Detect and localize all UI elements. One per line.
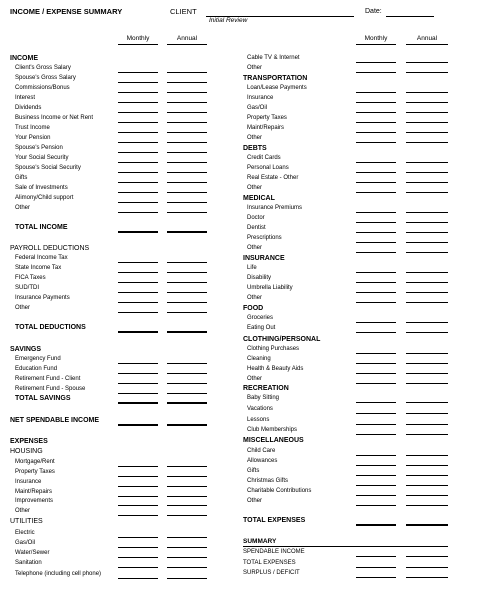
other-annual-field[interactable] (167, 508, 207, 516)
federal-income-tax-annual-field[interactable] (167, 255, 207, 263)
gas-oil-annual-field[interactable] (406, 105, 448, 113)
left-monthly-header-rule (118, 36, 158, 45)
row-label-dentist: Dentist (247, 225, 266, 231)
row-label-insurance: Insurance (247, 95, 274, 101)
date-field[interactable] (386, 8, 434, 17)
state-income-tax-monthly-field[interactable] (118, 265, 158, 273)
emergency-fund-annual-field[interactable] (167, 356, 207, 364)
fica-taxes-monthly-field[interactable] (118, 275, 158, 283)
interest-annual-field[interactable] (167, 95, 207, 103)
row-label-umbrella-liability: Umbrella Liability (247, 285, 293, 291)
doctor-annual-field[interactable] (406, 215, 448, 223)
gas-oil-monthly-field[interactable] (356, 105, 396, 113)
row-label-other: Other (247, 295, 263, 301)
section-label-total-savings: TOTAL SAVINGS (15, 395, 71, 402)
sud-tdi-annual-field[interactable] (167, 285, 207, 293)
other-monthly-field[interactable] (356, 376, 396, 384)
allowances-monthly-field[interactable] (356, 458, 396, 466)
other-monthly-field[interactable] (356, 185, 396, 193)
summary-title-rule (243, 540, 448, 547)
total-income-monthly-field[interactable] (118, 224, 158, 233)
cable-tv-internet-annual-field[interactable] (406, 55, 448, 63)
maint-repairs-monthly-field[interactable] (118, 489, 158, 497)
loan-lease-payments-monthly-field[interactable] (356, 85, 396, 93)
row-label-spouse-s-social-security: Spouse's Social Security (15, 165, 81, 171)
client-s-gross-salary-annual-field[interactable] (167, 65, 207, 73)
federal-income-tax-monthly-field[interactable] (118, 255, 158, 263)
row-label-gifts: Gifts (15, 175, 28, 181)
other-annual-field[interactable] (167, 205, 207, 213)
baby-sitting-annual-field[interactable] (406, 395, 448, 403)
your-pension-monthly-field[interactable] (118, 135, 158, 143)
row-label-personal-loans: Personal Loans (247, 165, 289, 171)
row-label-eating-out: Eating Out (247, 325, 276, 331)
row-label-other: Other (247, 65, 263, 71)
health-beauty-aids-monthly-field[interactable] (356, 366, 396, 374)
telephone-including-cell-phone-annual-field[interactable] (167, 571, 207, 579)
cleaning-monthly-field[interactable] (356, 356, 396, 364)
row-label-your-social-security: Your Social Security (15, 155, 69, 161)
section-label-net-spendable-income: NET SPENDABLE INCOME (10, 417, 100, 424)
credit-cards-monthly-field[interactable] (356, 155, 396, 163)
dividends-monthly-field[interactable] (118, 105, 158, 113)
spouse-s-social-security-annual-field[interactable] (167, 165, 207, 173)
other-monthly-field[interactable] (356, 135, 396, 143)
row-label-property-taxes: Property Taxes (247, 115, 287, 121)
client-s-gross-salary-monthly-field[interactable] (118, 65, 158, 73)
retirement-fund-spouse-monthly-field[interactable] (118, 386, 158, 394)
row-label-prescriptions: Prescriptions (247, 235, 282, 241)
umbrella-liability-monthly-field[interactable] (356, 285, 396, 293)
summary-surplus-monthly[interactable] (356, 570, 396, 578)
row-label-retirement-fund-client: Retirement Fund - Client (15, 376, 81, 382)
club-memberships-annual-field[interactable] (406, 427, 448, 435)
insurance-monthly-field[interactable] (118, 479, 158, 487)
vacations-monthly-field[interactable] (356, 406, 396, 414)
summary-surplus-annual[interactable] (406, 570, 448, 578)
section-label-miscellaneous: MISCELLANEOUS (243, 437, 304, 444)
total-expenses-monthly-field[interactable] (356, 517, 396, 526)
baby-sitting-monthly-field[interactable] (356, 395, 396, 403)
business-income-or-net-rent-monthly-field[interactable] (118, 115, 158, 123)
emergency-fund-monthly-field[interactable] (118, 356, 158, 364)
retirement-fund-spouse-annual-field[interactable] (167, 386, 207, 394)
child-care-annual-field[interactable] (406, 448, 448, 456)
row-label-disability: Disability (247, 275, 272, 281)
gifts-annual-field[interactable] (167, 175, 207, 183)
row-label-improvements: Improvements (15, 498, 54, 504)
insurance-annual-field[interactable] (167, 479, 207, 487)
personal-loans-annual-field[interactable] (406, 165, 448, 173)
net-spendable-income-monthly-field[interactable] (118, 417, 158, 426)
row-label-retirement-fund-spouse: Retirement Fund - Spouse (15, 386, 86, 392)
row-label-life: Life (247, 265, 257, 271)
row-label-loan-lease-payments: Loan/Lease Payments (247, 85, 307, 91)
section-label-utilities: UTILITIES (10, 518, 43, 525)
spouse-s-gross-salary-monthly-field[interactable] (118, 75, 158, 83)
row-label-insurance-payments: Insurance Payments (15, 295, 70, 301)
client-field[interactable] (206, 8, 354, 17)
clothing-purchases-annual-field[interactable] (406, 346, 448, 354)
insurance-monthly-field[interactable] (356, 95, 396, 103)
business-income-or-net-rent-annual-field[interactable] (167, 115, 207, 123)
total-savings-monthly-field[interactable] (118, 395, 158, 404)
client-label: CLIENT (170, 7, 197, 16)
summary-expenses-annual[interactable] (406, 560, 448, 568)
retirement-fund-client-monthly-field[interactable] (118, 376, 158, 384)
other-annual-field[interactable] (406, 185, 448, 193)
row-label-insurance-premiums: Insurance Premiums (247, 205, 303, 211)
row-label-sanitation: Sanitation (15, 560, 42, 566)
other-monthly-field[interactable] (356, 65, 396, 73)
umbrella-liability-annual-field[interactable] (406, 285, 448, 293)
summary-total-expenses: TOTAL EXPENSES (243, 560, 296, 566)
row-label-gas-oil: Gas/Oil (247, 105, 268, 111)
other-monthly-field[interactable] (118, 305, 158, 313)
interest-monthly-field[interactable] (118, 95, 158, 103)
groceries-monthly-field[interactable] (356, 315, 396, 323)
sanitation-monthly-field[interactable] (118, 560, 158, 568)
summary-spendable-annual[interactable] (406, 549, 448, 557)
property-taxes-annual-field[interactable] (406, 115, 448, 123)
doctor-monthly-field[interactable] (356, 215, 396, 223)
other-annual-field[interactable] (406, 295, 448, 303)
row-label-allowances: Allowances (247, 458, 278, 464)
summary-spendable-monthly[interactable] (356, 549, 396, 557)
gifts-annual-field[interactable] (406, 468, 448, 476)
fica-taxes-annual-field[interactable] (167, 275, 207, 283)
row-label-spouse-s-gross-salary: Spouse's Gross Salary (15, 75, 76, 81)
row-label-water-sewer: Water/Sewer (15, 550, 50, 556)
sud-tdi-monthly-field[interactable] (118, 285, 158, 293)
row-label-commissions-bonus: Commissions/Bonus (15, 85, 70, 91)
row-label-real-estate-other: Real Estate - Other (247, 175, 299, 181)
child-care-monthly-field[interactable] (356, 448, 396, 456)
row-label-sud-tdi: SUD/TDI (15, 285, 39, 291)
row-label-maint-repairs: Maint/Repairs (15, 489, 53, 495)
gifts-monthly-field[interactable] (356, 468, 396, 476)
property-taxes-annual-field[interactable] (167, 469, 207, 477)
row-label-insurance: Insurance (15, 479, 42, 485)
row-label-groceries: Groceries (247, 315, 274, 321)
prescriptions-monthly-field[interactable] (356, 235, 396, 243)
life-annual-field[interactable] (406, 265, 448, 273)
row-label-credit-cards: Credit Cards (247, 155, 281, 161)
row-label-other: Other (15, 508, 31, 514)
row-label-your-pension: Your Pension (15, 135, 51, 141)
left-annual-header-rule (167, 36, 207, 45)
alimony-child-support-annual-field[interactable] (167, 195, 207, 203)
sale-of-investments-monthly-field[interactable] (118, 185, 158, 193)
groceries-annual-field[interactable] (406, 315, 448, 323)
improvements-annual-field[interactable] (167, 498, 207, 506)
personal-loans-monthly-field[interactable] (356, 165, 396, 173)
spouse-s-pension-annual-field[interactable] (167, 145, 207, 153)
disability-monthly-field[interactable] (356, 275, 396, 283)
mortgage-rent-annual-field[interactable] (167, 459, 207, 467)
row-label-other: Other (15, 205, 31, 211)
cable-tv-internet-monthly-field[interactable] (356, 55, 396, 63)
other-monthly-field[interactable] (356, 295, 396, 303)
row-label-christmas-gifts: Christmas Gifts (247, 478, 289, 484)
gifts-monthly-field[interactable] (118, 175, 158, 183)
row-label-maint-repairs: Maint/Repairs (247, 125, 285, 131)
row-label-lessons: Lessons (247, 417, 270, 423)
section-label-expenses: EXPENSES (10, 438, 48, 445)
row-label-gifts: Gifts (247, 468, 260, 474)
health-beauty-aids-annual-field[interactable] (406, 366, 448, 374)
mortgage-rent-monthly-field[interactable] (118, 459, 158, 467)
total-savings-annual-field[interactable] (167, 395, 207, 404)
total-deductions-annual-field[interactable] (167, 324, 207, 333)
charitable-contributions-annual-field[interactable] (406, 488, 448, 496)
row-label-telephone-including-cell-phone: Telephone (including cell phone) (15, 571, 102, 577)
row-label-doctor: Doctor (247, 215, 265, 221)
section-label-total-expenses: TOTAL EXPENSES (243, 517, 306, 524)
right-monthly-header-rule (356, 36, 396, 45)
disability-annual-field[interactable] (406, 275, 448, 283)
other-monthly-field[interactable] (356, 498, 396, 506)
charitable-contributions-monthly-field[interactable] (356, 488, 396, 496)
christmas-gifts-annual-field[interactable] (406, 478, 448, 486)
review-note: Initial Review (209, 17, 248, 24)
real-estate-other-annual-field[interactable] (406, 175, 448, 183)
water-sewer-annual-field[interactable] (167, 550, 207, 558)
summary-spendable-income: SPENDABLE INCOME (243, 549, 305, 555)
christmas-gifts-monthly-field[interactable] (356, 478, 396, 486)
telephone-including-cell-phone-monthly-field[interactable] (118, 571, 158, 579)
maint-repairs-annual-field[interactable] (406, 125, 448, 133)
cleaning-annual-field[interactable] (406, 356, 448, 364)
maint-repairs-annual-field[interactable] (167, 489, 207, 497)
summary-title: SUMMARY (243, 538, 277, 545)
education-fund-annual-field[interactable] (167, 366, 207, 374)
other-annual-field[interactable] (406, 245, 448, 253)
section-label-savings: SAVINGS (10, 346, 41, 353)
dentist-monthly-field[interactable] (356, 225, 396, 233)
insurance-annual-field[interactable] (406, 95, 448, 103)
your-social-security-annual-field[interactable] (167, 155, 207, 163)
other-monthly-field[interactable] (118, 508, 158, 516)
trust-income-monthly-field[interactable] (118, 125, 158, 133)
real-estate-other-monthly-field[interactable] (356, 175, 396, 183)
summary-expenses-monthly[interactable] (356, 560, 396, 568)
row-label-other: Other (247, 498, 263, 504)
electric-annual-field[interactable] (167, 530, 207, 538)
row-label-education-fund: Education Fund (15, 366, 58, 372)
right-monthly-header: Monthly (364, 35, 388, 42)
section-label-total-deductions: TOTAL DEDUCTIONS (15, 324, 86, 331)
section-label-income: INCOME (10, 55, 38, 62)
other-annual-field[interactable] (406, 498, 448, 506)
property-taxes-monthly-field[interactable] (356, 115, 396, 123)
insurance-payments-monthly-field[interactable] (118, 295, 158, 303)
other-annual-field[interactable] (406, 65, 448, 73)
total-expenses-annual-field[interactable] (406, 517, 448, 526)
improvements-monthly-field[interactable] (118, 498, 158, 506)
spouse-s-pension-monthly-field[interactable] (118, 145, 158, 153)
education-fund-monthly-field[interactable] (118, 366, 158, 374)
insurance-premiums-annual-field[interactable] (406, 205, 448, 213)
row-label-client-s-gross-salary: Client's Gross Salary (15, 65, 71, 71)
lessons-monthly-field[interactable] (356, 417, 396, 425)
row-label-interest: Interest (15, 95, 36, 101)
state-income-tax-annual-field[interactable] (167, 265, 207, 273)
page-title: INCOME / EXPENSE SUMMARY (10, 7, 123, 16)
row-label-alimony-child-support: Alimony/Child support (15, 195, 74, 201)
your-pension-annual-field[interactable] (167, 135, 207, 143)
commissions-bonus-monthly-field[interactable] (118, 85, 158, 93)
row-label-other: Other (247, 135, 263, 141)
section-label-debts: DEBTS (243, 145, 267, 152)
row-label-business-income-or-net-rent: Business Income or Net Rent (15, 115, 94, 121)
row-label-cable-tv-internet: Cable TV & Internet (247, 55, 300, 61)
other-monthly-field[interactable] (356, 245, 396, 253)
total-deductions-monthly-field[interactable] (118, 324, 158, 333)
section-label-payroll-deductions: PAYROLL DEDUCTIONS (10, 245, 90, 252)
life-monthly-field[interactable] (356, 265, 396, 273)
row-label-federal-income-tax: Federal Income Tax (15, 255, 68, 261)
row-label-vacations: Vacations (247, 406, 273, 412)
row-label-fica-taxes: FICA Taxes (15, 275, 46, 281)
total-income-annual-field[interactable] (167, 224, 207, 233)
other-annual-field[interactable] (406, 376, 448, 384)
section-label-insurance: INSURANCE (243, 255, 285, 262)
section-label-clothing-personal: CLOTHING/PERSONAL (243, 336, 321, 343)
property-taxes-monthly-field[interactable] (118, 469, 158, 477)
commissions-bonus-annual-field[interactable] (167, 85, 207, 93)
row-label-emergency-fund: Emergency Fund (15, 356, 61, 362)
club-memberships-monthly-field[interactable] (356, 427, 396, 435)
gas-oil-annual-field[interactable] (167, 540, 207, 548)
section-label-recreation: RECREATION (243, 385, 289, 392)
row-label-other: Other (247, 245, 263, 251)
eating-out-annual-field[interactable] (406, 325, 448, 333)
dividends-annual-field[interactable] (167, 105, 207, 113)
loan-lease-payments-annual-field[interactable] (406, 85, 448, 93)
net-spendable-income-annual-field[interactable] (167, 417, 207, 426)
row-label-gas-oil: Gas/Oil (15, 540, 36, 546)
spouse-s-gross-salary-annual-field[interactable] (167, 75, 207, 83)
right-annual-header-rule (406, 36, 448, 45)
credit-cards-annual-field[interactable] (406, 155, 448, 163)
sanitation-annual-field[interactable] (167, 560, 207, 568)
vacations-annual-field[interactable] (406, 406, 448, 414)
row-label-other: Other (15, 305, 31, 311)
row-label-spouse-s-pension: Spouse's Pension (15, 145, 63, 151)
row-label-health-beauty-aids: Health & Beauty Aids (247, 366, 304, 372)
row-label-sale-of-investments: Sale of Investments (15, 185, 68, 191)
other-monthly-field[interactable] (118, 205, 158, 213)
row-label-electric: Electric (15, 530, 35, 536)
section-label-food: FOOD (243, 305, 264, 312)
left-annual-header: Annual (176, 35, 198, 42)
prescriptions-annual-field[interactable] (406, 235, 448, 243)
right-annual-header: Annual (416, 35, 438, 42)
date-label: Date: (365, 8, 382, 15)
electric-monthly-field[interactable] (118, 530, 158, 538)
your-social-security-monthly-field[interactable] (118, 155, 158, 163)
row-label-clothing-purchases: Clothing Purchases (247, 346, 300, 352)
insurance-payments-annual-field[interactable] (167, 295, 207, 303)
section-label-transportation: TRANSPORTATION (243, 75, 308, 82)
row-label-child-care: Child Care (247, 448, 276, 454)
insurance-premiums-monthly-field[interactable] (356, 205, 396, 213)
lessons-annual-field[interactable] (406, 417, 448, 425)
row-label-state-income-tax: State Income Tax (15, 265, 62, 271)
clothing-purchases-monthly-field[interactable] (356, 346, 396, 354)
section-label-medical: MEDICAL (243, 195, 275, 202)
retirement-fund-client-annual-field[interactable] (167, 376, 207, 384)
other-annual-field[interactable] (167, 305, 207, 313)
row-label-cleaning: Cleaning (247, 356, 271, 362)
summary-surplus-deficit: SURPLUS / DEFICIT (243, 570, 300, 576)
alimony-child-support-monthly-field[interactable] (118, 195, 158, 203)
row-label-club-memberships: Club Memberships (247, 427, 298, 433)
section-label-total-income: TOTAL INCOME (15, 224, 68, 231)
water-sewer-monthly-field[interactable] (118, 550, 158, 558)
dentist-annual-field[interactable] (406, 225, 448, 233)
row-label-baby-sitting: Baby Sitting (247, 395, 280, 401)
allowances-annual-field[interactable] (406, 458, 448, 466)
spouse-s-social-security-monthly-field[interactable] (118, 165, 158, 173)
eating-out-monthly-field[interactable] (356, 325, 396, 333)
row-label-trust-income: Trust Income (15, 125, 50, 131)
gas-oil-monthly-field[interactable] (118, 540, 158, 548)
row-label-charitable-contributions: Charitable Contributions (247, 488, 312, 494)
section-label-housing: HOUSING (10, 448, 43, 455)
row-label-property-taxes: Property Taxes (15, 469, 55, 475)
other-annual-field[interactable] (406, 135, 448, 143)
sale-of-investments-annual-field[interactable] (167, 185, 207, 193)
trust-income-annual-field[interactable] (167, 125, 207, 133)
maint-repairs-monthly-field[interactable] (356, 125, 396, 133)
row-label-mortgage-rent: Mortgage/Rent (15, 459, 55, 465)
row-label-other: Other (247, 376, 263, 382)
row-label-other: Other (247, 185, 263, 191)
left-monthly-header: Monthly (126, 35, 150, 42)
row-label-dividends: Dividends (15, 105, 42, 111)
